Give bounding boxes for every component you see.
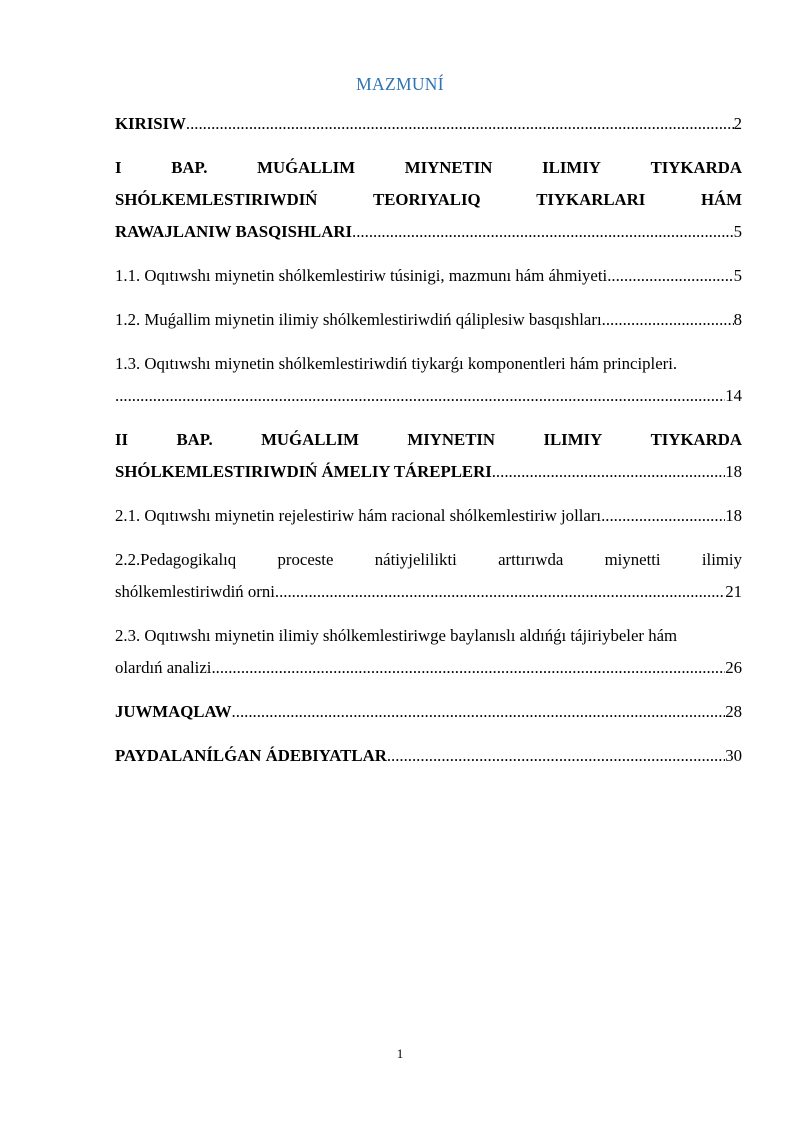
toc-line	[115, 456, 742, 488]
toc-line	[115, 620, 742, 652]
toc-word: MIYNETIN	[404, 158, 493, 177]
toc-word: ILIMIY	[542, 158, 601, 177]
toc-line	[115, 500, 742, 532]
toc-word: I	[115, 158, 122, 177]
toc-word: MIYNETIN	[407, 430, 496, 449]
toc-line	[115, 348, 742, 380]
toc-word: BAP.	[171, 158, 208, 177]
toc-line	[115, 108, 742, 140]
toc-entry	[115, 152, 742, 248]
toc-word: ilimiy	[701, 550, 742, 569]
toc-word: TEORIYALIQ	[373, 190, 481, 209]
dot-leader	[387, 740, 725, 772]
toc-entry	[115, 108, 742, 140]
dot-leader	[275, 576, 725, 608]
toc-entry	[115, 424, 742, 488]
toc-text: SHÓLKEMLESTIRIWDIŃ ÁMELIY TÁREPLERI	[115, 462, 492, 481]
toc-word: TIYKARLARI	[536, 190, 646, 209]
toc-word: II	[115, 430, 129, 449]
toc-text: 1.1. Oqıtıwshı miynetin shólkemlestiriw túsinigi, mazmunı hám áhmiyeti	[115, 266, 608, 285]
toc-page-number: 5	[733, 266, 742, 285]
toc-line	[115, 424, 742, 456]
toc-word: TIYKARDA	[650, 430, 742, 449]
toc-page-number: 2	[733, 114, 742, 133]
toc-entry	[115, 304, 742, 336]
toc-entry	[115, 260, 742, 292]
toc-word: BAP.	[176, 430, 213, 449]
toc-line	[115, 576, 742, 608]
toc-line	[115, 696, 742, 728]
dot-leader	[186, 108, 734, 140]
toc-text: 2.1. Oqıtıwshı miynetin rejelestiriw hám racional shólkemlestiriw jolları	[115, 506, 602, 525]
toc-page-number: 8	[733, 310, 742, 329]
toc-entry	[115, 620, 742, 684]
table-of-contents	[115, 108, 742, 784]
dot-leader	[232, 696, 726, 728]
document-title: MAZMUNÍ	[356, 74, 444, 94]
toc-page-number: 5	[733, 222, 742, 241]
dot-leader	[115, 380, 725, 412]
toc-entry	[115, 348, 742, 412]
toc-page-number: 18	[725, 462, 742, 481]
toc-line	[115, 152, 742, 184]
dot-leader	[602, 304, 734, 336]
dot-leader	[601, 500, 725, 532]
dot-leader	[352, 216, 734, 248]
toc-word: arttırıwda	[498, 550, 564, 569]
toc-word: ILIMIY	[543, 430, 603, 449]
toc-line	[115, 184, 742, 216]
toc-text: KIRISIW	[115, 114, 186, 133]
toc-word: miynetti	[604, 550, 661, 569]
toc-word: SHÓLKEMLESTIRIWDIŃ	[115, 190, 318, 209]
toc-line	[115, 740, 742, 772]
toc-entry	[115, 696, 742, 728]
toc-page-number: 28	[725, 702, 742, 721]
dot-leader	[607, 260, 733, 292]
toc-word: 2.2.Pedagogikalıq	[115, 550, 237, 569]
dot-leader	[211, 652, 725, 684]
toc-text: 1.3. Oqıtıwshı miynetin shólkemlestiriwdiń tiykarǵı komponentleri hám principleri.	[115, 354, 678, 373]
toc-entry	[115, 500, 742, 532]
toc-text: olardıń analizi	[115, 658, 212, 677]
toc-word: TIYKARDA	[650, 158, 742, 177]
toc-page-number: 26	[725, 658, 742, 677]
toc-entry	[115, 544, 742, 608]
toc-text: 2.3. Oqıtıwshı miynetin ilimiy shólkemlestiriwge baylanıslı aldıńǵı tájiriybeler hám	[115, 626, 678, 645]
toc-page-number: 14	[725, 386, 742, 405]
toc-line	[115, 260, 742, 292]
dot-leader	[492, 456, 725, 488]
toc-page-number: 30	[725, 746, 742, 765]
toc-word: MUǴALLIM	[257, 158, 356, 177]
toc-line	[115, 304, 742, 336]
toc-entry	[115, 740, 742, 772]
toc-text: shólkemlestiriwdiń orni	[115, 582, 275, 601]
toc-word: proceste	[277, 550, 334, 569]
toc-page-number: 18	[725, 506, 742, 525]
toc-page-number: 21	[725, 582, 742, 601]
toc-line	[115, 652, 742, 684]
toc-word: HÁM	[700, 190, 742, 209]
toc-text: PAYDALANÍLǴAN ÁDEBIYATLAR	[115, 746, 387, 765]
page-number: 1	[396, 1046, 404, 1061]
toc-word: nátiyjelilikti	[374, 550, 457, 569]
toc-line	[115, 216, 742, 248]
toc-text: JUWMAQLAW	[115, 702, 232, 721]
toc-line	[115, 544, 742, 576]
toc-text: RAWAJLANIW BASQISHLARI	[115, 222, 353, 241]
toc-word: MUǴALLIM	[261, 430, 359, 449]
toc-text: 1.2. Muǵallim miynetin ilimiy shólkemlestiriwdiń qáliplesiw basqıshları	[115, 310, 602, 329]
toc-line	[115, 380, 742, 412]
